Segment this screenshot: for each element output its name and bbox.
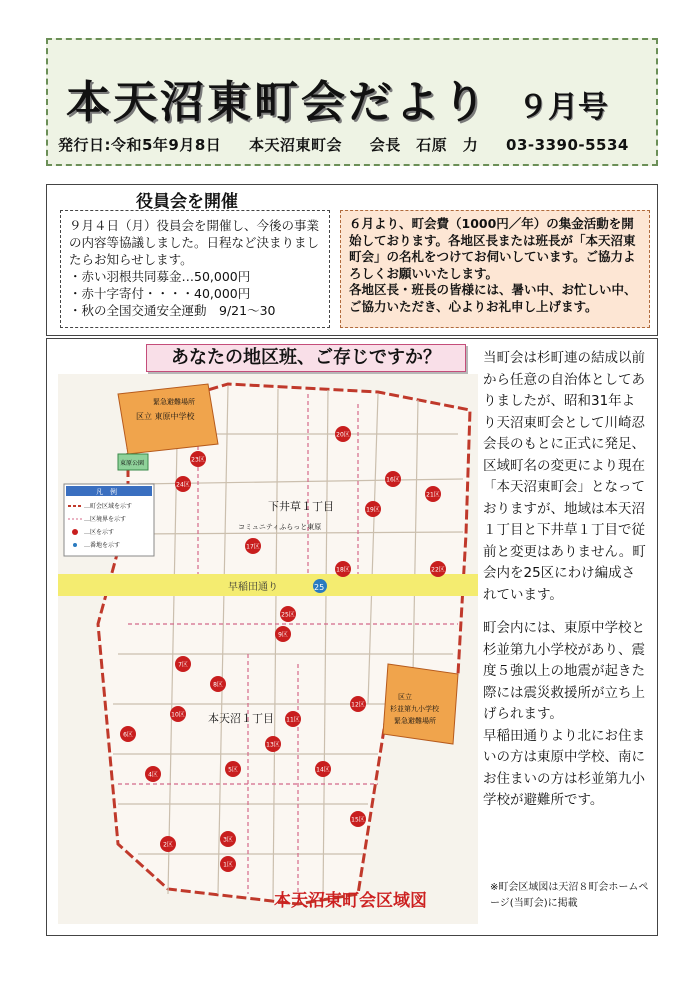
publisher: 本天沼東町会 [249, 136, 343, 154]
history-paragraph-1: 当町会は杉町連の結成以前から任意の自治体としてありましたが、昭和31年より天沼東町会として川崎忍会長のもとに正式に発足、区域町名の変更により現在「本天沼東町会」となっておりますが、地域は本天沼１丁目と下井草１丁目で従前と変更はありません。町会内を25区にわけ編成されています。 [483, 350, 646, 603]
school-south-label-1: 区立 [398, 693, 412, 701]
map-heading: あなたの地区班、ご存じですか？ [146, 344, 466, 372]
district-label: 19区 [366, 506, 380, 514]
board-notice [60, 210, 330, 328]
district-label: 25区 [281, 611, 295, 619]
board-item: ・赤十字寄付・・・・40,000円 [69, 286, 251, 301]
community-label: コミュニティふらっと東原 [238, 523, 322, 531]
legend-item: …町会区域を示す [84, 503, 133, 510]
district-label: 5区 [228, 766, 238, 774]
area-name-south: 本天沼１丁目 [208, 712, 274, 725]
district-label: 14区 [316, 766, 330, 774]
route-number: 25 [314, 583, 325, 592]
history-paragraph-2: 町会内には、東原中学校と杉並第九小学校があり、震度５強以上の地震が起きた際には震災救援所が立ち上げられます。 [483, 620, 645, 722]
district-label: 11区 [286, 716, 300, 724]
shelter-north-label: 緊急避難場所 [153, 398, 195, 406]
legend-number-swatch [73, 543, 77, 547]
fee-text-1: ６月より、町会費（1000円／年）の集金活動を開始しております。各地区長または班長が「本天沼東町会」の名札をつけてお伺いしています。ご協力よろしくお願いいたします。 [349, 216, 636, 281]
newsletter-header [46, 38, 658, 166]
board-heading: 役員会を開催 [126, 187, 248, 212]
district-label: 1区 [223, 861, 233, 869]
history-paragraph-3: 早稲田通りより北にお住まいの方は東原中学校、南にお住まいの方は杉並第九小学校が避難所です。 [483, 727, 645, 808]
newsletter-title: 本天沼東町会だより [66, 77, 489, 128]
district-label: 23区 [191, 456, 205, 464]
fee-notice [340, 210, 650, 328]
school-north-label: 区立 東原中学校 [136, 412, 195, 421]
district-label: 9区 [278, 631, 288, 639]
map-title: 本天沼東町会区域図 [274, 891, 427, 911]
issue-label: ９月号 [518, 90, 608, 125]
board-body: ９月４日（月）役員会を開催し、今後の事業の内容等協議しました。日程など決まりましたらお知らせします。 [69, 218, 320, 267]
board-items [69, 268, 321, 319]
school-south-label-2: 杉並第九小学校 [390, 705, 439, 713]
district-label: 7区 [178, 661, 188, 669]
district-label: 6区 [123, 731, 133, 739]
district-map [58, 374, 478, 924]
legend-title: 凡 例 [96, 488, 117, 496]
shelter-south-label: 緊急避難場所 [394, 717, 436, 725]
board-item: ・赤い羽根共同募金…50,000円 [69, 269, 251, 284]
map-source-note: ※町会区域図は天沼８町会ホームページ(当町会)に掲載 [490, 882, 649, 909]
legend-item: …番地を示す [84, 542, 121, 549]
board-item: ・秋の全国交通安全運動 9/21～30 [69, 303, 276, 318]
district-label: 18区 [336, 566, 350, 574]
legend-item: …区を示す [84, 529, 115, 536]
district-label: 13区 [266, 741, 280, 749]
district-label: 15区 [351, 816, 365, 824]
suginami9-es-area [383, 664, 458, 744]
legend-dot-swatch [72, 529, 78, 535]
park-label: 東原公園 [120, 460, 145, 467]
district-label: 21区 [426, 491, 440, 499]
phone: 03-3390-5534 [506, 136, 629, 154]
district-label: 10区 [171, 711, 185, 719]
district-label: 2区 [163, 841, 173, 849]
district-label: 22区 [431, 566, 445, 574]
fee-text-2: 各地区長・班長の皆様には、暑い中、お忙しい中、ご協力いただき、心よりお礼申し上げます。 [349, 282, 637, 314]
area-name-north: 下井草１丁目 [268, 500, 334, 513]
publication-info [58, 134, 651, 155]
district-label: 16区 [386, 476, 400, 484]
district-label: 3区 [223, 836, 233, 844]
district-label: 20区 [336, 431, 350, 439]
publish-date: 発行日:令和5年9月8日 [58, 136, 222, 154]
road-label: 早稲田通り [228, 582, 278, 593]
district-label: 24区 [176, 481, 190, 489]
district-label: 4区 [148, 771, 158, 779]
district-label: 8区 [213, 681, 223, 689]
chair: 会長 石原 力 [369, 136, 479, 154]
district-label: 12区 [351, 701, 365, 709]
district-label: 17区 [246, 543, 260, 551]
history-column [483, 348, 648, 824]
legend-item: …区境界を示す [84, 516, 127, 523]
